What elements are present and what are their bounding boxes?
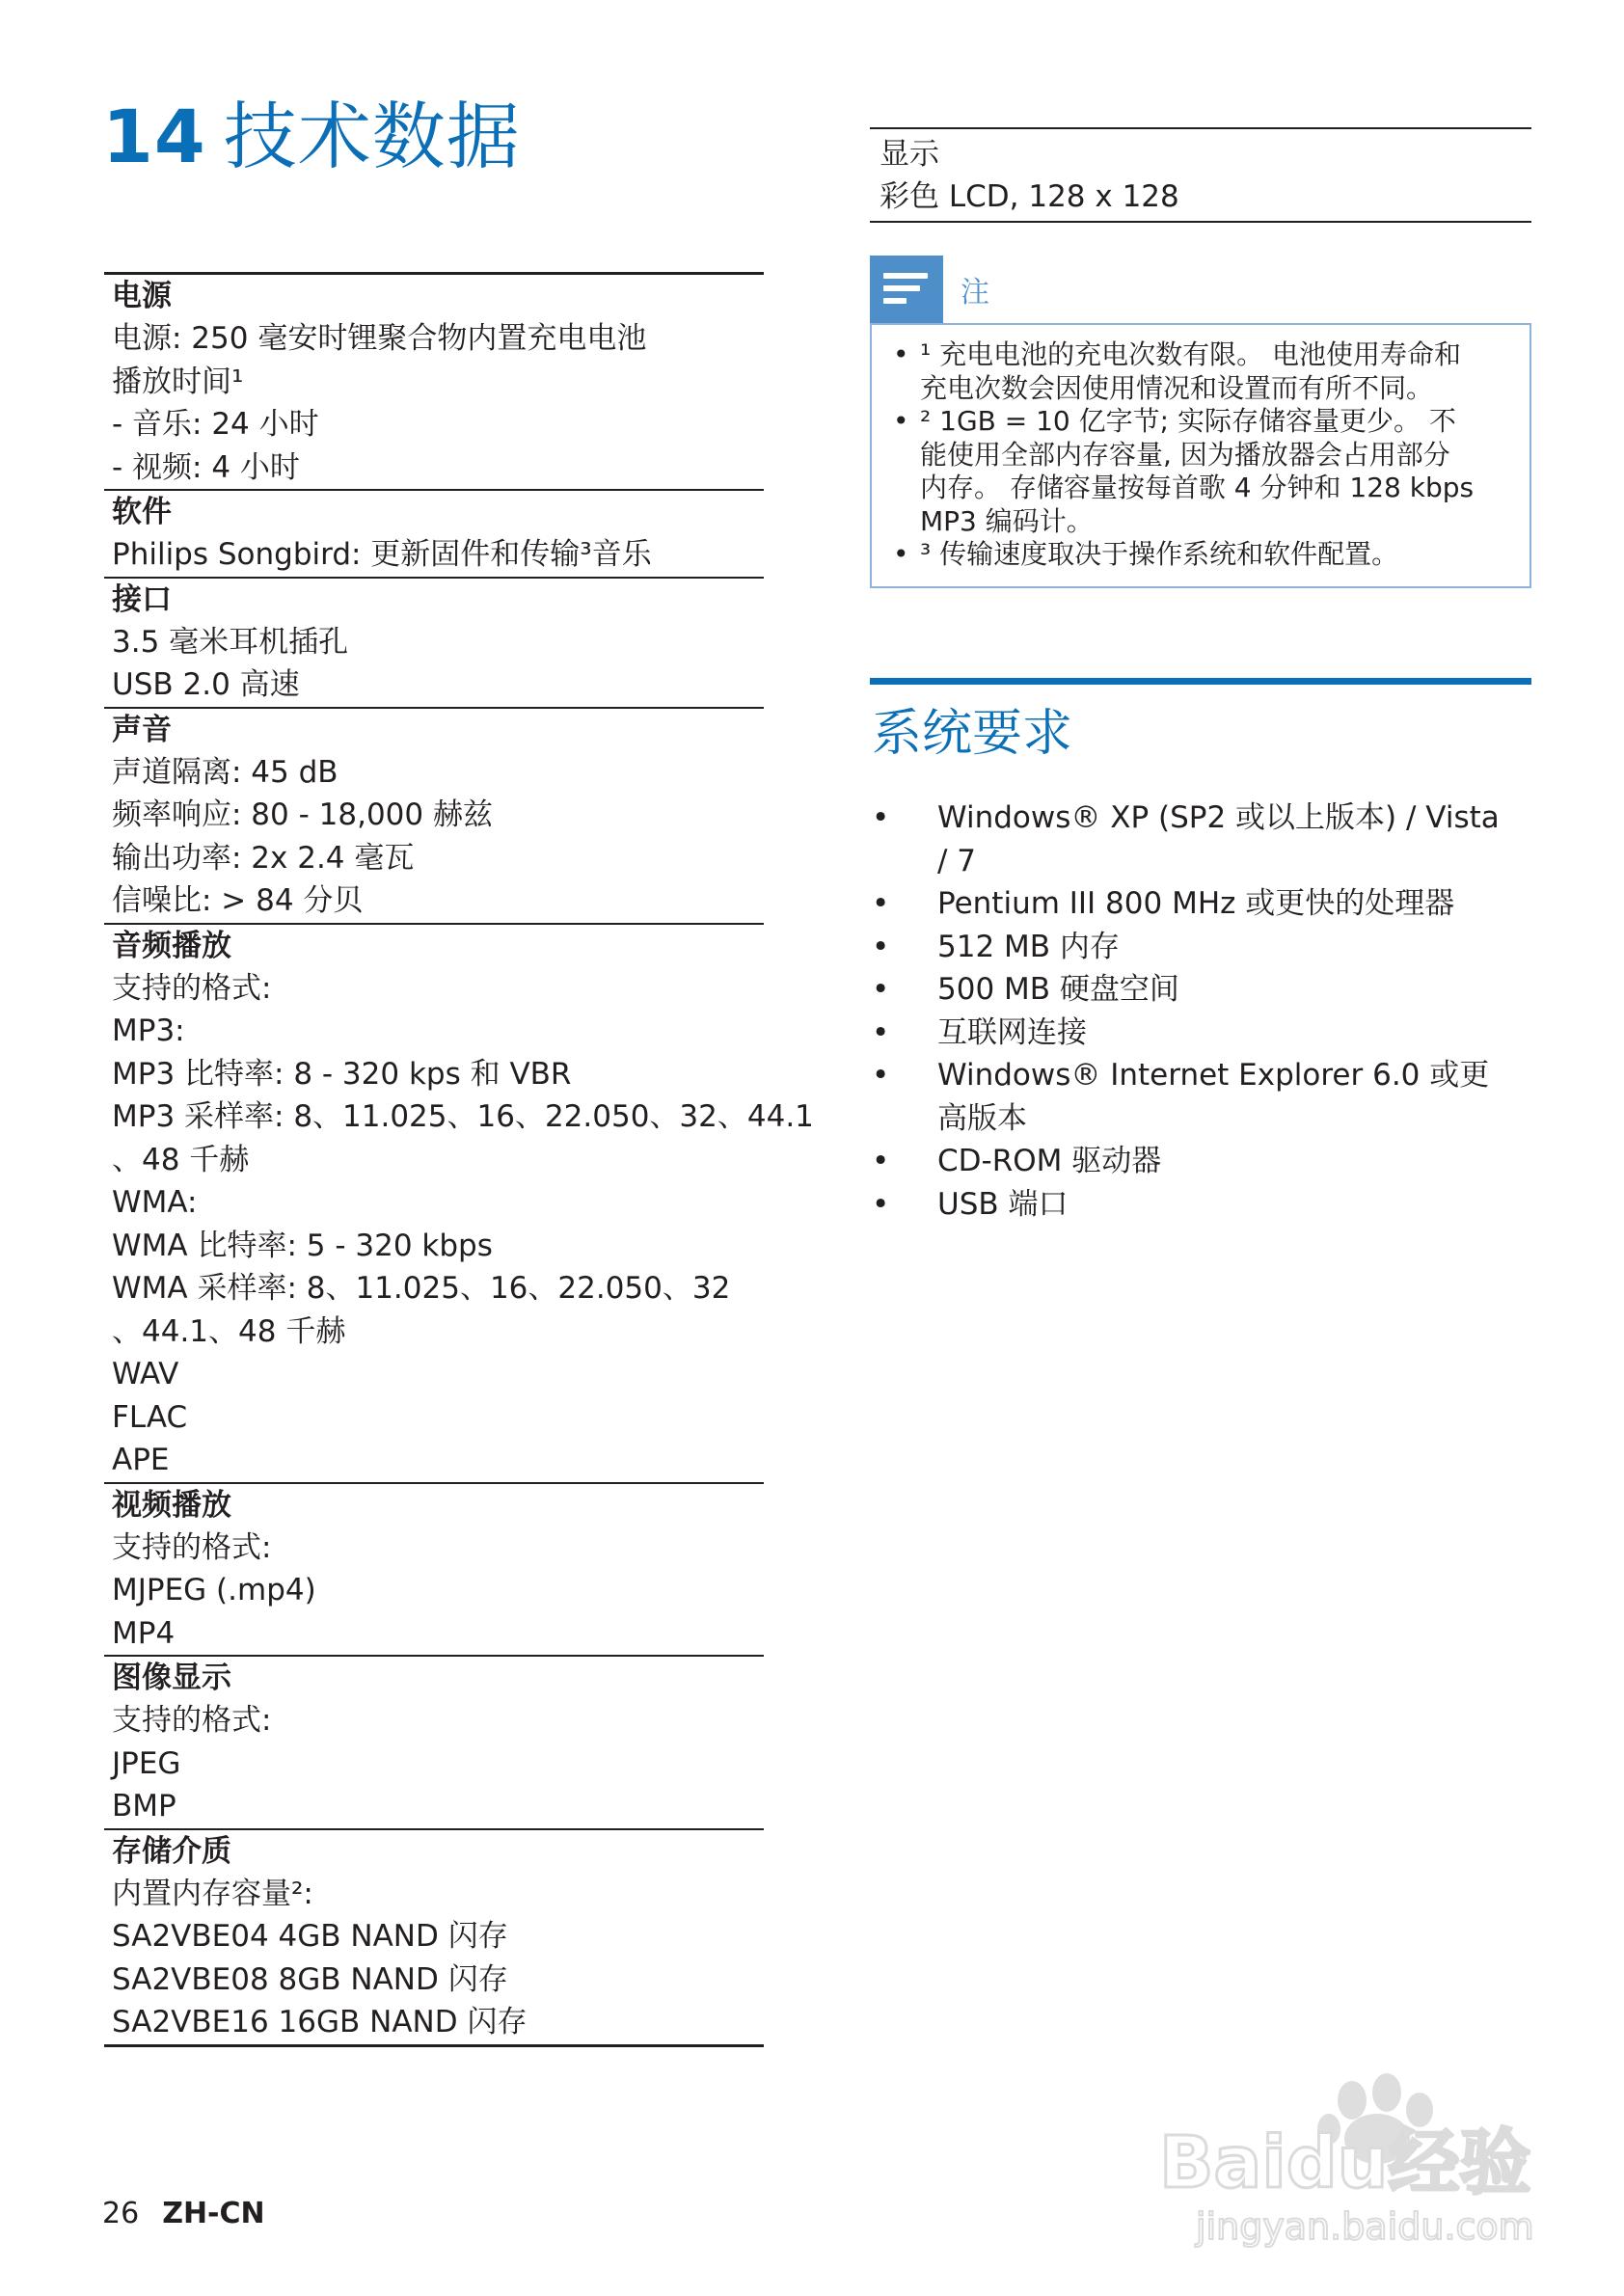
spec-line: 电源: 250 毫安时锂聚合物内置充电电池 [112, 321, 647, 356]
spec-line: JPEG [112, 1745, 181, 1781]
watermark-url: jingyan.baidu.com [1196, 2205, 1534, 2248]
spec-line: FLAC [112, 1399, 188, 1435]
chapter-title: 技术数据 [223, 94, 521, 179]
note-label: 注 [961, 276, 989, 310]
spec-heading: 音频播放 [112, 928, 231, 963]
requirement-item [870, 797, 1535, 882]
spec-heading: 声音 [112, 712, 172, 747]
spec-line: 内置内存容量²: [112, 1876, 313, 1911]
spec-line: MP4 [112, 1615, 176, 1651]
spec-line: WMA 采样率: 8、11.025、16、22.050、32 [112, 1271, 731, 1306]
requirement-line: / 7 [937, 843, 977, 878]
note-box [870, 323, 1531, 588]
display-value: 彩色 LCD, 128 x 128 [880, 179, 1179, 214]
note-line: • ³ 传输速度取决于操作系统和软件配置。 [920, 538, 1399, 570]
display-spec [870, 127, 1531, 223]
note-item [887, 405, 1510, 538]
requirement-item [870, 1054, 1535, 1140]
chapter-number: 14 [102, 94, 206, 179]
spec-line: 频率响应: 80 - 18,000 赫兹 [112, 797, 493, 832]
spec-section [104, 1484, 764, 1658]
spec-heading: 视频播放 [112, 1487, 231, 1523]
note-lines-icon [870, 256, 943, 323]
watermark-logo: Baidu经验 [1159, 2121, 1531, 2204]
system-requirements-title: 系统要求 [872, 705, 1073, 763]
spec-line: APE [112, 1443, 170, 1477]
spec-heading: 存储介质 [112, 1833, 231, 1869]
spec-line: MP3: [112, 1013, 185, 1048]
spec-line: SA2VBE04 4GB NAND 闪存 [112, 1919, 508, 1954]
system-requirements-list [870, 797, 1535, 1226]
footer-language: ZH-CN [162, 2197, 265, 2230]
spec-line: WMA: [112, 1185, 198, 1220]
spec-line: 信噪比: > 84 分贝 [112, 883, 364, 918]
spec-line: 播放时间¹ [112, 364, 244, 399]
spec-line: 支持的格式: [112, 970, 272, 1006]
spec-line: MP3 比特率: 8 - 320 kps 和 VBR [112, 1056, 572, 1092]
requirement-line: • CD-ROM 驱动器 [937, 1144, 1162, 1178]
requirement-line: 高版本 [937, 1100, 1027, 1136]
requirement-line: • USB 端口 [937, 1186, 1069, 1222]
spec-line: 3.5 毫米耳机插孔 [112, 624, 349, 660]
page-title [102, 94, 521, 179]
note-header [870, 256, 1531, 323]
spec-section [104, 709, 764, 925]
spec-line: 输出功率: 2x 2.4 毫瓦 [112, 840, 415, 876]
spec-heading: 接口 [112, 581, 172, 617]
note-line: • ¹ 充电电池的充电次数有限。 电池使用寿命和 [920, 338, 1462, 370]
requirement-line: • 互联网连接 [937, 1014, 1087, 1050]
spec-line: - 视频: 4 小时 [112, 449, 300, 485]
spec-line: Philips Songbird: 更新固件和传输³音乐 [112, 537, 652, 572]
note-item [887, 538, 1510, 572]
requirement-line: • 512 MB 内存 [937, 929, 1120, 964]
note-line: MP3 编码计。 [920, 504, 1094, 537]
requirement-item [870, 1140, 1535, 1183]
spec-section [104, 491, 764, 579]
spec-line: 、44.1、48 千赫 [112, 1313, 346, 1349]
spec-table [104, 272, 814, 2047]
spec-heading: 软件 [112, 495, 172, 529]
spec-line: WMA 比特率: 5 - 320 kbps [112, 1228, 493, 1263]
spec-section [104, 275, 764, 491]
spec-line: SA2VBE08 8GB NAND 闪存 [112, 1961, 508, 1997]
requirement-item [870, 882, 1535, 926]
note-line: 能使用全部内存容量, 因为播放器会占用部分 [920, 438, 1450, 471]
note-list [887, 338, 1510, 572]
spec-section [104, 579, 764, 709]
spec-section [104, 925, 814, 1484]
spec-section [104, 1657, 764, 1830]
requirement-item [870, 1183, 1535, 1227]
spec-line: MP3 采样率: 8、11.025、16、22.050、32、44.1 [112, 1099, 814, 1134]
spec-heading: 电源 [112, 279, 172, 313]
requirement-item [870, 968, 1535, 1012]
requirement-line: • Windows® Internet Explorer 6.0 或更 [937, 1058, 1490, 1093]
note-line: • ² 1GB = 10 亿字节; 实际存储容量更少。 不 [920, 405, 1456, 437]
spec-section [104, 1830, 764, 2044]
spec-line: 支持的格式: [112, 1529, 272, 1565]
requirement-line: • 500 MB 硬盘空间 [937, 972, 1179, 1007]
spec-line: 、48 千赫 [112, 1142, 250, 1177]
display-heading: 显示 [880, 137, 939, 172]
requirement-line: • Pentium III 800 MHz 或更快的处理器 [937, 886, 1455, 921]
note-line: 内存。 存储容量按每首歌 4 分钟和 128 kbps [920, 472, 1475, 503]
section-rule [870, 678, 1531, 685]
spec-line: SA2VBE16 16GB NAND 闪存 [112, 2005, 528, 2039]
page-footer [102, 2197, 265, 2230]
note-item [887, 338, 1510, 405]
requirement-item [870, 1012, 1535, 1055]
requirement-item [870, 926, 1535, 969]
spec-line: MJPEG (.mp4) [112, 1573, 316, 1607]
page-number: 26 [102, 2197, 140, 2230]
baidu-jingyan-watermark [1150, 2064, 1555, 2256]
spec-line: BMP [112, 1789, 176, 1823]
note-line: 充电次数会因使用情况和设置而有所不同。 [920, 371, 1434, 404]
spec-heading: 图像显示 [112, 1661, 231, 1695]
spec-line: 支持的格式: [112, 1703, 272, 1738]
spec-line: USB 2.0 高速 [112, 667, 300, 702]
spec-line: 声道隔离: 45 dB [112, 754, 338, 790]
spec-line: - 音乐: 24 小时 [112, 407, 319, 442]
requirement-line: • Windows® XP (SP2 或以上版本) / Vista [937, 800, 1500, 835]
spec-line: WAV [112, 1357, 179, 1391]
